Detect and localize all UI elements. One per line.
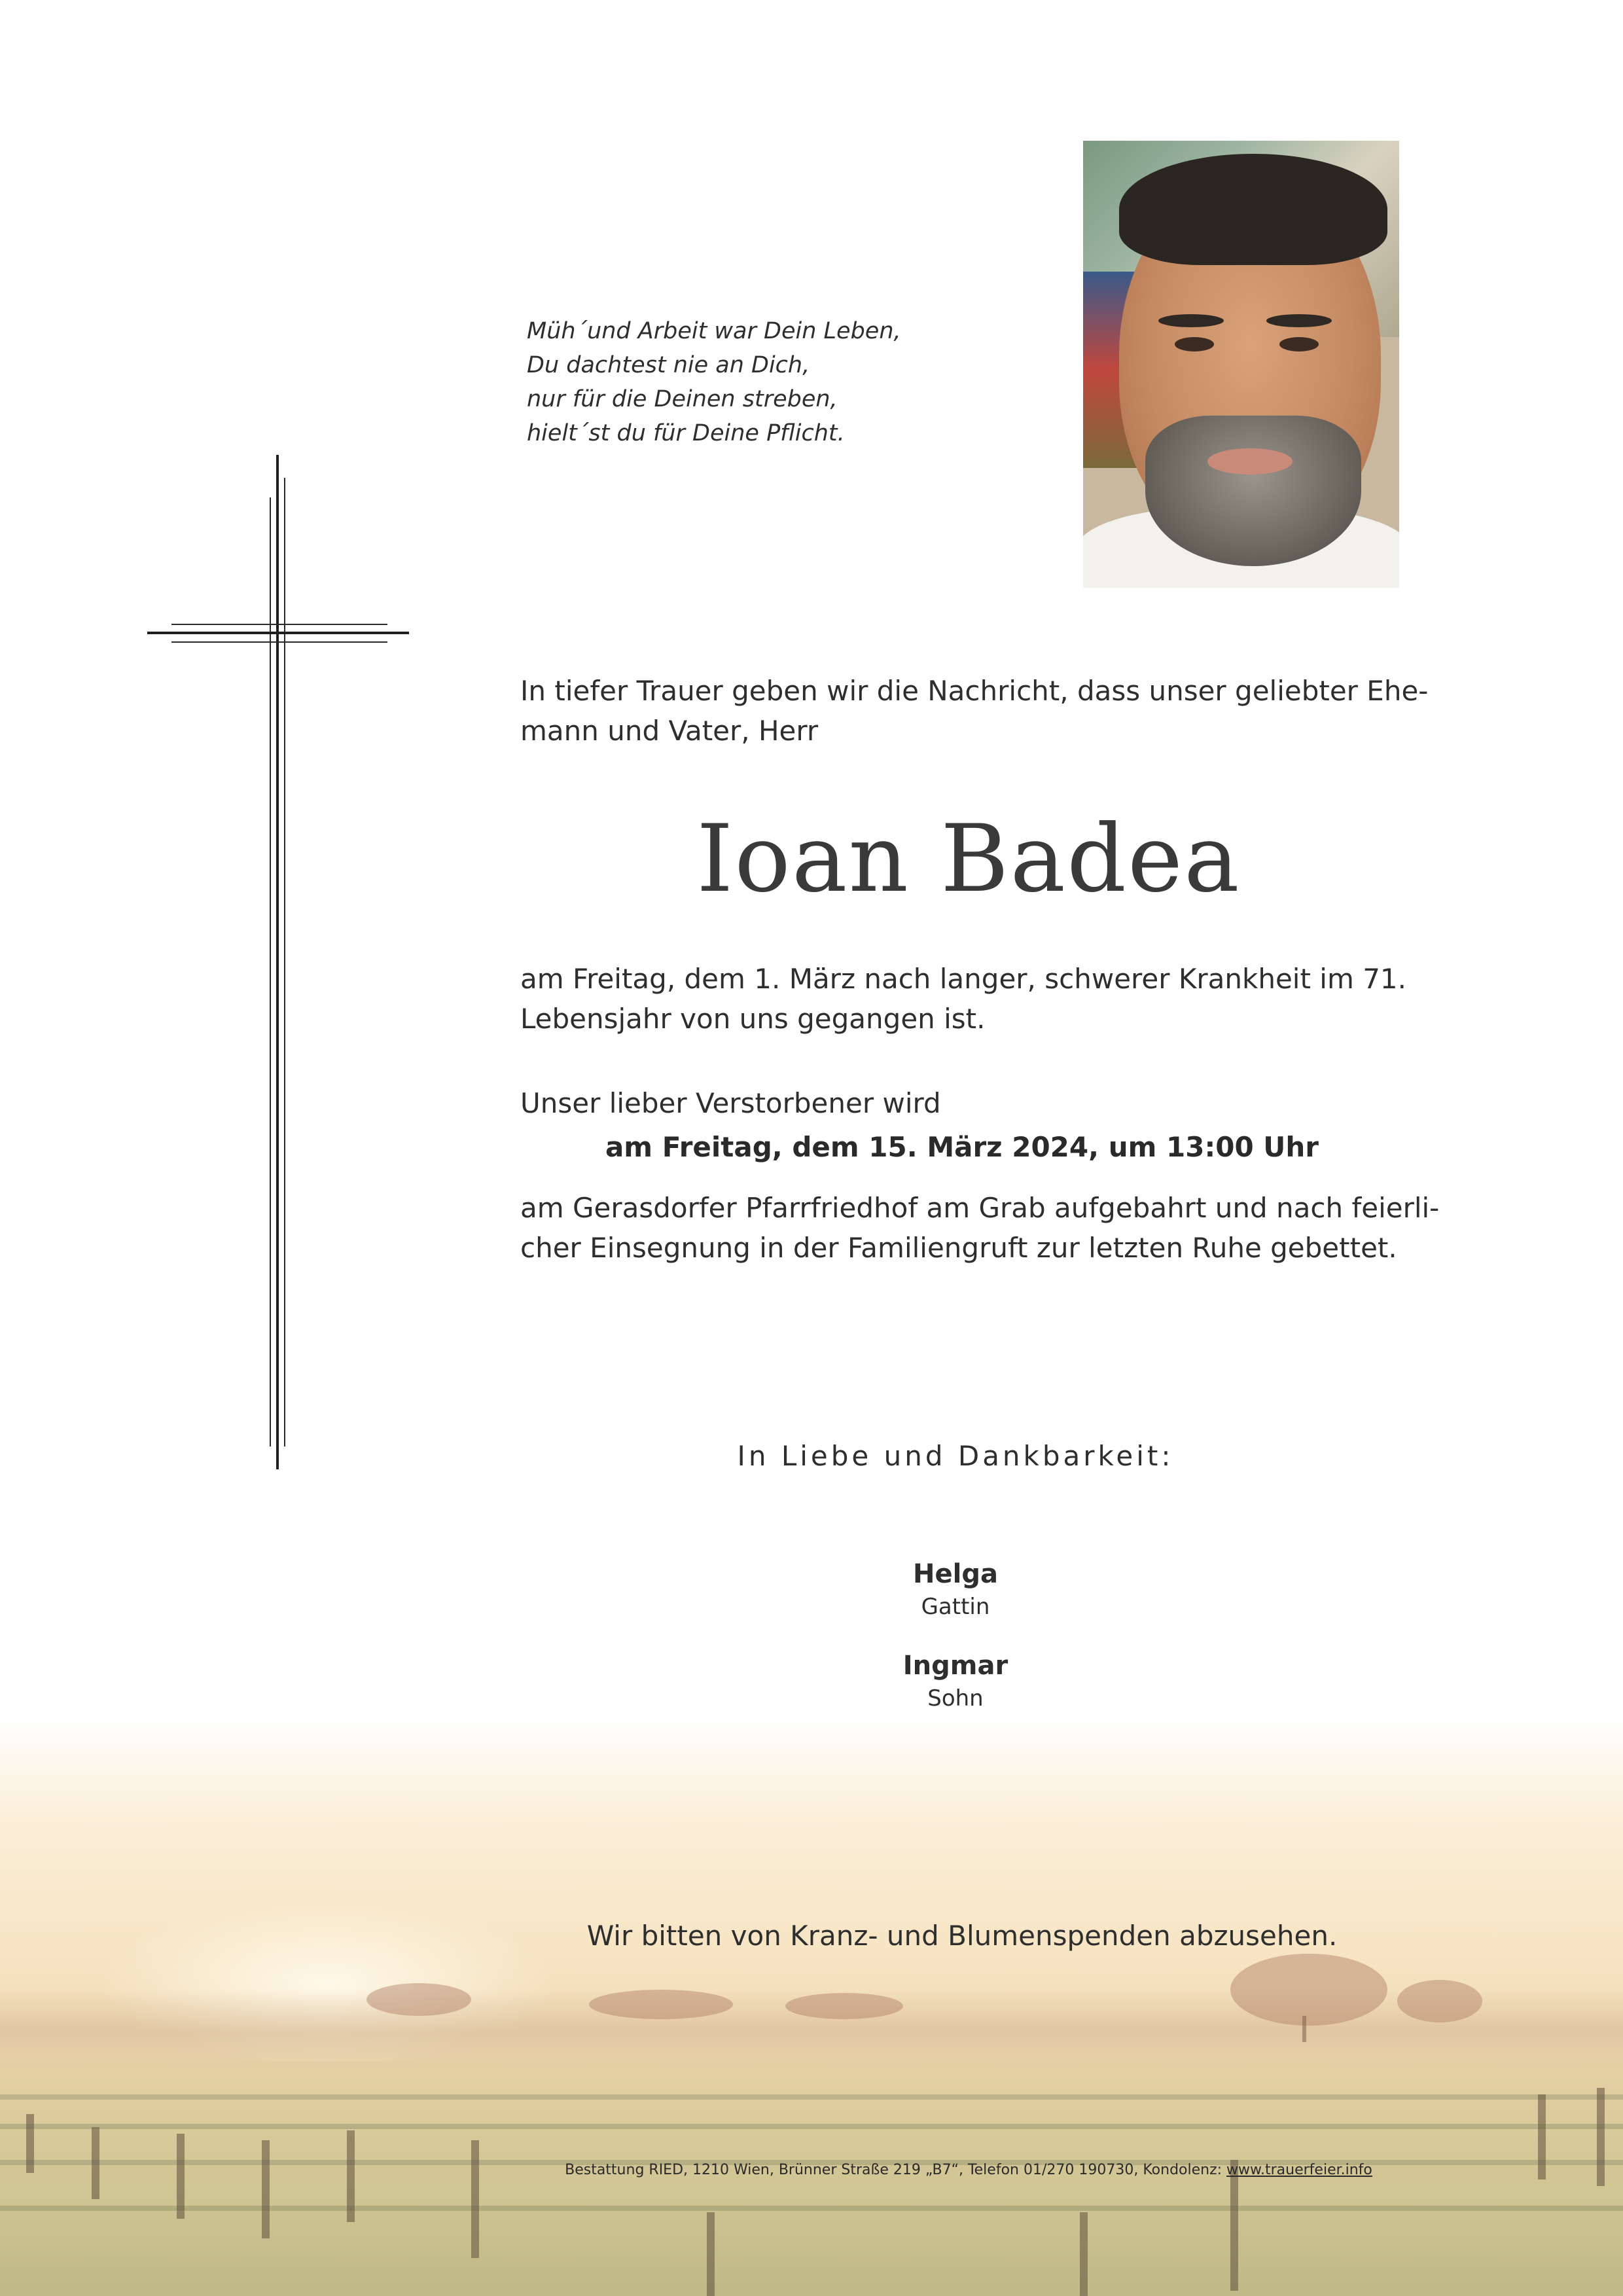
announcement-line: In tiefer Trauer geben wir die Nachricht, dass unser geliebter Ehe- bbox=[520, 675, 1429, 707]
tree bbox=[1397, 1980, 1482, 2022]
vineyard-post bbox=[707, 2212, 715, 2296]
tree bbox=[785, 1993, 903, 2019]
vineyard-post bbox=[262, 2140, 270, 2238]
vine-row bbox=[0, 2094, 1623, 2100]
poem-line: nur für die Deinen streben, bbox=[527, 386, 838, 412]
cross-horizontal-line bbox=[147, 632, 409, 634]
mourner-role: Gattin bbox=[921, 1594, 990, 1620]
tree bbox=[589, 1990, 733, 2019]
mourner-name: Helga bbox=[913, 1559, 998, 1589]
cross-vertical-line bbox=[270, 497, 271, 1446]
funeral-home-footer bbox=[0, 2162, 1623, 2178]
cross-horizontal-line bbox=[171, 624, 387, 625]
portrait-photo bbox=[1083, 141, 1399, 588]
cross-horizontal-line bbox=[171, 641, 387, 643]
death-info-line: am Freitag, dem 1. März nach langer, schwerer Krankheit im 71. bbox=[520, 963, 1407, 995]
cross-vertical-line bbox=[276, 455, 279, 1469]
mourner-role: Sohn bbox=[927, 1685, 984, 1712]
footer-address: Bestattung RIED, 1210 Wien, Brünner Straße 219 „B7“, Telefon 01/270 190730, Kondolenz: bbox=[565, 2162, 1227, 2178]
cross-vertical-line bbox=[284, 478, 285, 1446]
vine-row bbox=[0, 2206, 1623, 2211]
funeral-details bbox=[520, 1188, 1440, 1268]
tree bbox=[1230, 1954, 1387, 2026]
poem-line: Du dachtest nie an Dich, bbox=[527, 352, 810, 378]
poem-line: Müh´und Arbeit war Dein Leben, bbox=[527, 318, 901, 344]
condolence-link[interactable]: www.trauerfeier.info bbox=[1226, 2162, 1372, 2178]
funeral-detail-line: am Gerasdorfer Pfarrfriedhof am Grab aufgebahrt und nach feierli- bbox=[520, 1192, 1440, 1224]
tree-trunk bbox=[1302, 2016, 1306, 2042]
poem-line: hielt´st du für Deine Pflicht. bbox=[527, 420, 845, 446]
funeral-intro: Unser lieber Verstorbener wird bbox=[520, 1087, 941, 1119]
funeral-date-time: am Freitag, dem 15. März 2024, um 13:00 Uhr bbox=[605, 1131, 1319, 1163]
announcement-text bbox=[520, 671, 1429, 751]
vineyard-post bbox=[471, 2140, 479, 2258]
deceased-name: Ioan Badea bbox=[696, 805, 1241, 913]
vine-row bbox=[0, 2124, 1623, 2129]
vineyard-post bbox=[1080, 2212, 1088, 2296]
mourner-name: Ingmar bbox=[902, 1651, 1008, 1681]
death-info-line: Lebensjahr von uns gegangen ist. bbox=[520, 1003, 986, 1035]
vineyard-post bbox=[1230, 2160, 1238, 2291]
memorial-poem bbox=[527, 314, 985, 450]
death-info-text bbox=[520, 959, 1417, 1039]
thanks-heading: In Liebe und Dankbarkeit: bbox=[737, 1440, 1174, 1472]
flower-donation-request: Wir bitten von Kranz- und Blumenspenden abzusehen. bbox=[586, 1920, 1338, 1952]
tree bbox=[366, 1983, 471, 2016]
funeral-detail-line: cher Einsegnung in der Familiengruft zur letzten Ruhe gebettet. bbox=[520, 1232, 1397, 1264]
announcement-line: mann und Vater, Herr bbox=[520, 715, 819, 747]
